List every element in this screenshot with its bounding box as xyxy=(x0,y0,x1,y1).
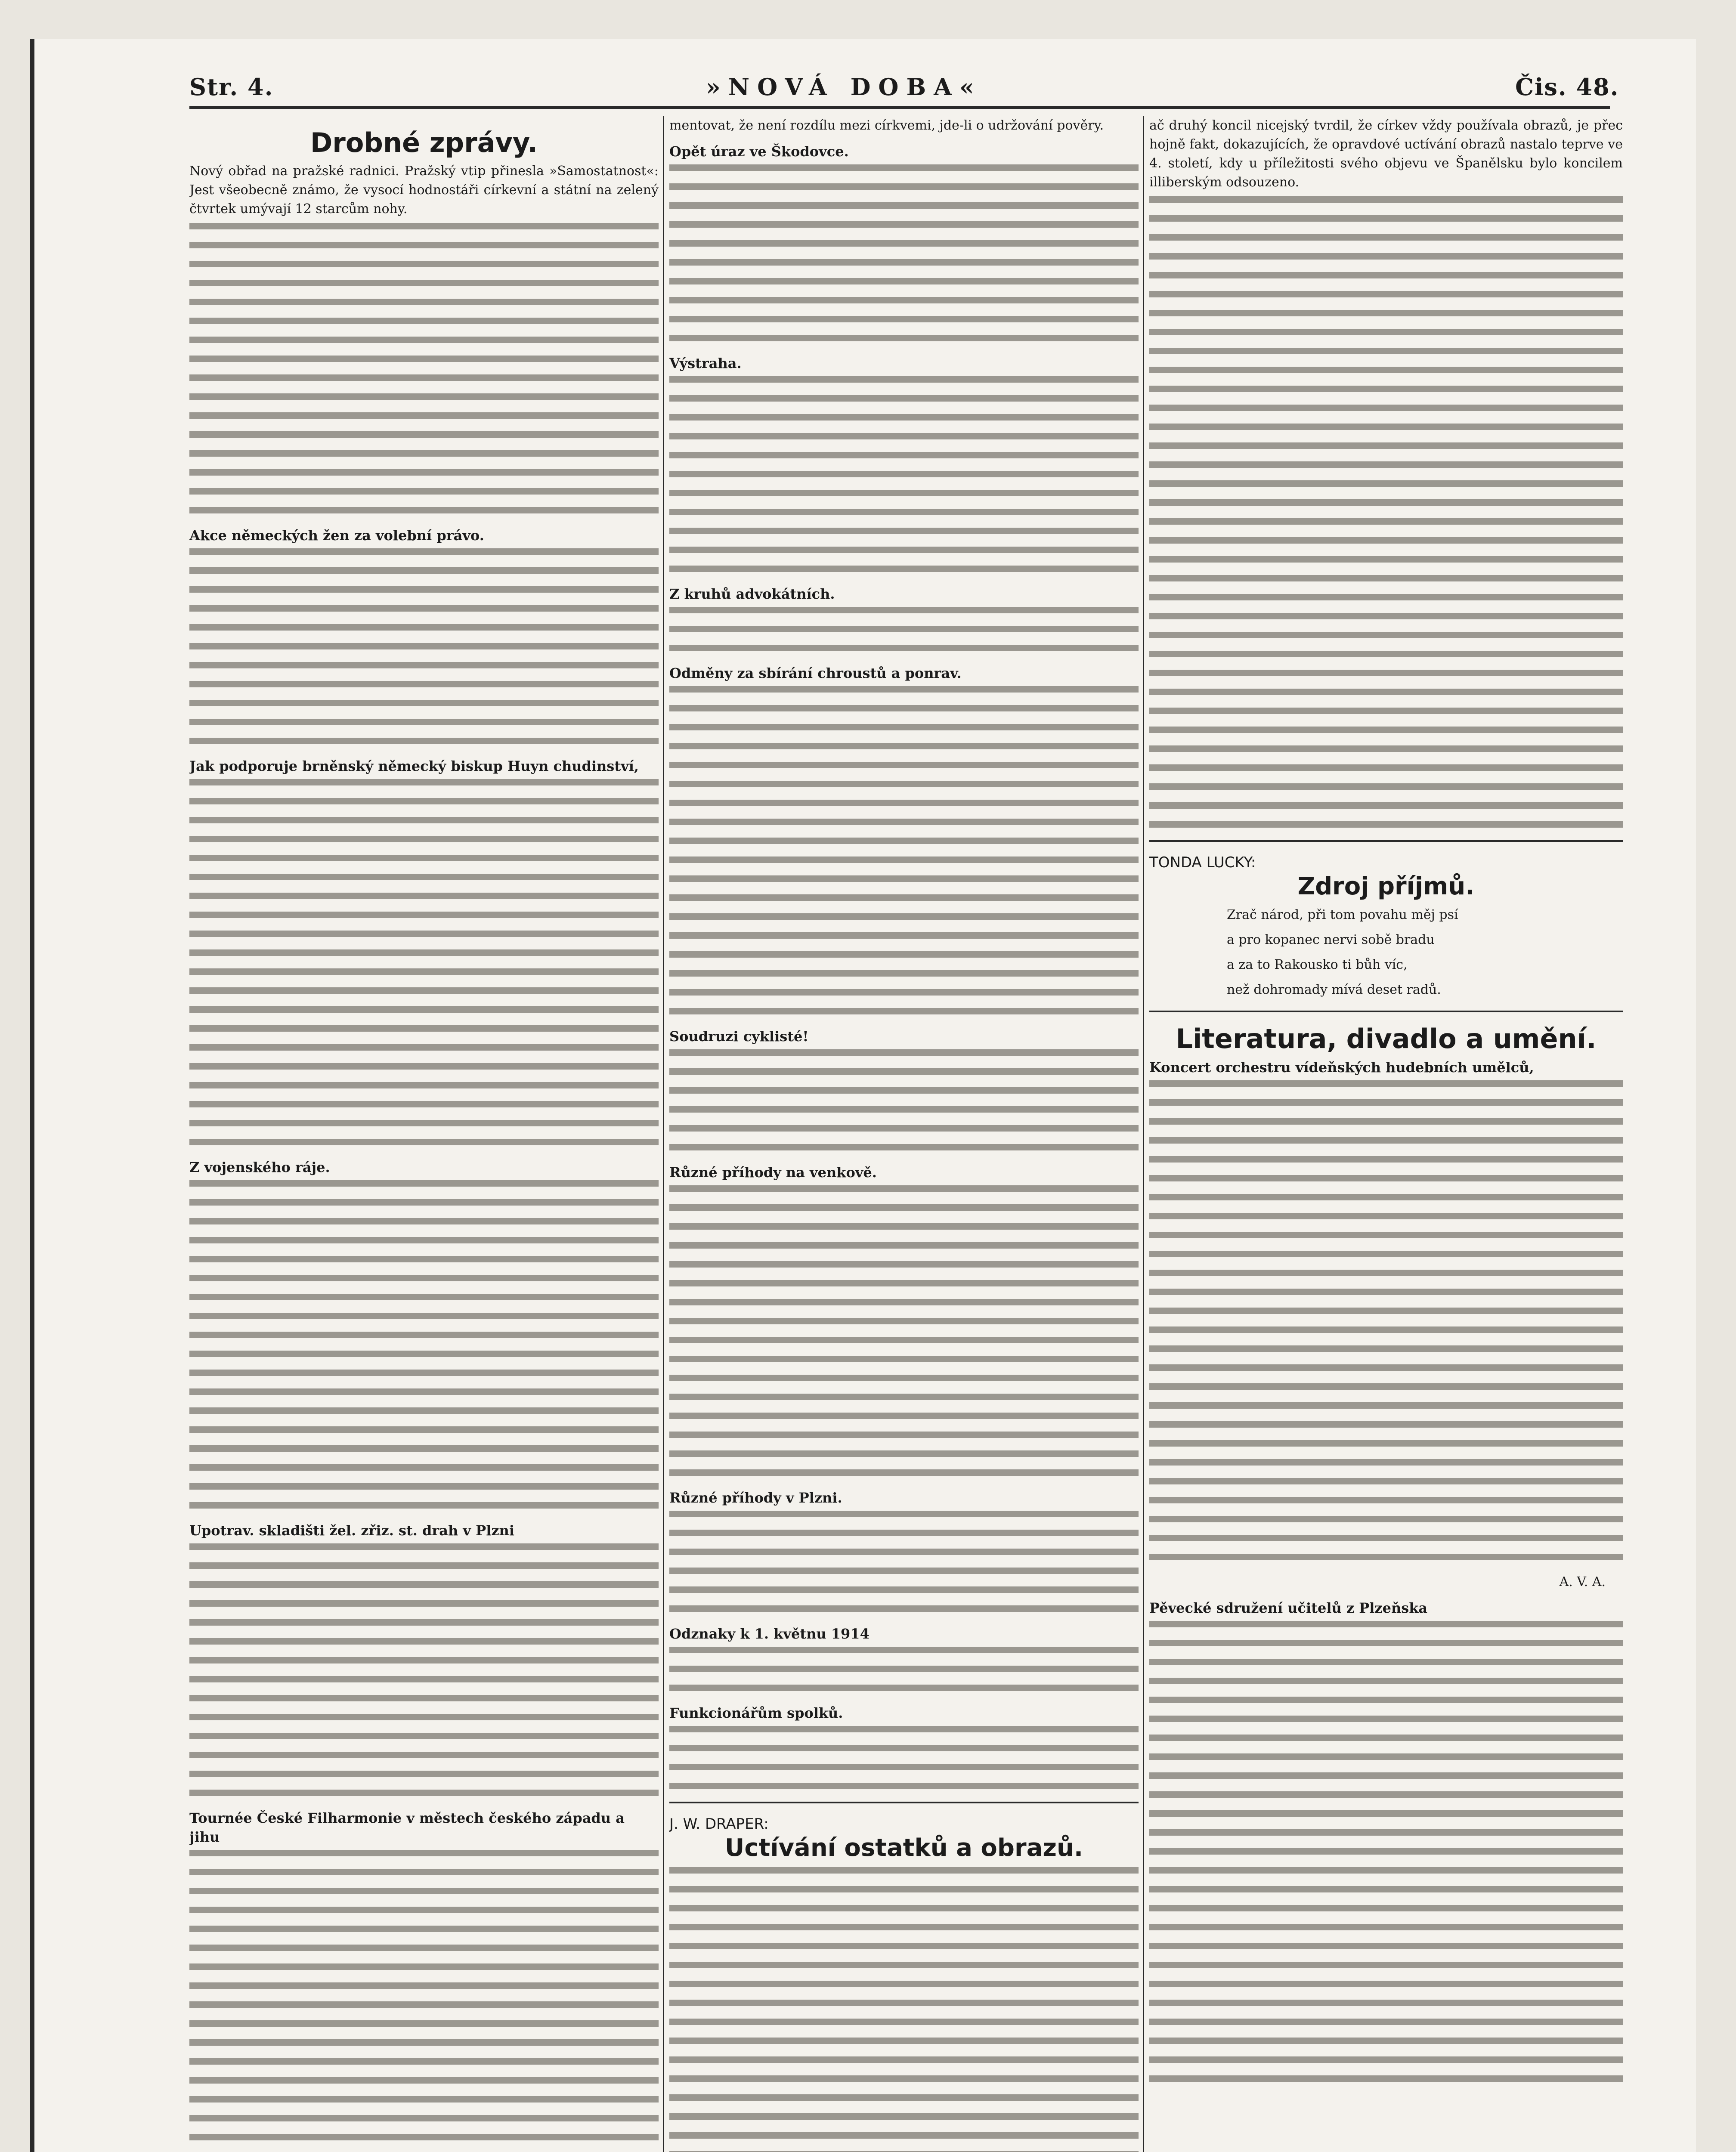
text-block xyxy=(669,1185,1139,1476)
issue-number: Čis. 48. xyxy=(1515,73,1619,101)
column-3 xyxy=(1149,116,1623,2152)
header-rule xyxy=(189,106,1610,109)
text-block xyxy=(189,548,659,744)
poem-author: TONDA LUCKY: xyxy=(1149,854,1256,871)
article-title: Jak podporuje brněnský německý biskup Huyn chudinství, xyxy=(189,758,639,774)
text-block xyxy=(669,376,1139,572)
text-block xyxy=(669,1726,1139,1789)
article-author: J. W. DRAPER: xyxy=(669,1815,769,1833)
text-block xyxy=(669,607,1139,651)
text-block xyxy=(189,779,659,1145)
article-title: Opět úraz ve Škodovce. xyxy=(669,143,849,160)
text-block xyxy=(189,1850,659,2152)
article-title: Tournée České Filharmonie v městech českého západu a jihu xyxy=(189,1810,625,1845)
text-block xyxy=(189,1180,659,1509)
article-title: Různé příhody v Plzni. xyxy=(669,1490,842,1506)
poem-line: Zrač národ, při tom povahu měj psí xyxy=(1227,907,1458,922)
article-title: Odznaky k 1. květnu 1914 xyxy=(669,1626,870,1642)
column-1 xyxy=(189,116,659,2152)
signature: A. V. A. xyxy=(1559,1574,1606,1589)
poem-line: a pro kopanec nervi sobě bradu xyxy=(1227,932,1435,947)
column-divider xyxy=(663,116,664,2152)
text-block xyxy=(189,223,659,513)
article-title: Akce německých žen za volební právo. xyxy=(189,527,484,544)
article-rule xyxy=(669,1802,1139,1803)
column-divider xyxy=(1143,116,1144,2152)
text-block xyxy=(669,1647,1139,1691)
article-title: Upotrav. skladišti žel. zřiz. st. drah v Plzni xyxy=(189,1522,514,1539)
text-block xyxy=(669,1867,1139,2152)
article-title: Koncert orchestru vídeňských hudebních umělců, xyxy=(1149,1059,1534,1076)
text-block xyxy=(189,1543,659,1796)
text-block xyxy=(1149,1621,1623,2082)
article-title: Funkcionářům spolků. xyxy=(669,1705,843,1721)
article-title: Z vojenského ráje. xyxy=(189,1159,330,1175)
text-block xyxy=(1149,196,1623,828)
article-rule xyxy=(1149,840,1623,842)
text-block xyxy=(669,1511,1139,1612)
masthead: »NOVÁ DOBA« xyxy=(706,73,982,101)
column-2 xyxy=(669,116,1139,2152)
article-title: Soudruzi cyklisté! xyxy=(669,1028,809,1045)
section-title-literatura: Literatura, divadlo a umění. xyxy=(1176,1023,1597,1054)
article-title: Pěvecké sdružení učitelů z Plzeňska xyxy=(1149,1600,1428,1616)
feature-title: Uctívání ostatků a obrazů. xyxy=(724,1834,1083,1862)
poem-line: než dohromady mívá deset radů. xyxy=(1227,982,1441,997)
article-title: Různé příhody na venkově. xyxy=(669,1164,877,1181)
article-rule xyxy=(1149,1011,1623,1012)
poem-title: Zdroj příjmů. xyxy=(1297,872,1475,900)
newspaper-page xyxy=(30,39,1696,2152)
text-block xyxy=(669,1049,1139,1150)
article-title: Z kruhů advokátních. xyxy=(669,586,835,602)
section-title-drobne-zpravy: Drobné zprávy. xyxy=(310,127,538,158)
page-number: Str. 4. xyxy=(189,73,274,101)
text-block xyxy=(1149,1080,1623,1560)
article-lead: Nový obřad na pražské radnici. Pražský vtip přinesla »Samostatnost«: Jest všeobecně známo, že vysocí hodnostáři církevní a státní na zelený čtvrtek umývají 12 starcům nohy. xyxy=(189,164,659,216)
text-block xyxy=(669,164,1139,341)
poem-line: a za to Rakousko ti bůh víc, xyxy=(1227,957,1408,972)
article-lead: mentovat, že není rozdílu mezi církvemi, jde-li o udržování pověry. xyxy=(669,118,1104,133)
article-title: Odměny za sbírání chroustů a ponrav. xyxy=(669,665,962,681)
article-title: Výstraha. xyxy=(669,355,742,371)
article-lead: ač druhý koncil nicejský tvrdil, že církev vždy používala obrazů, je přec hojně fakt, dokazujících, že opravdové uctívání obrazů nastalo teprve ve 4. století, kdy u příležitosti svého objevu ve Španělsku bylo koncilem illiberským odsouzeno. xyxy=(1149,118,1623,190)
text-block xyxy=(669,686,1139,1014)
